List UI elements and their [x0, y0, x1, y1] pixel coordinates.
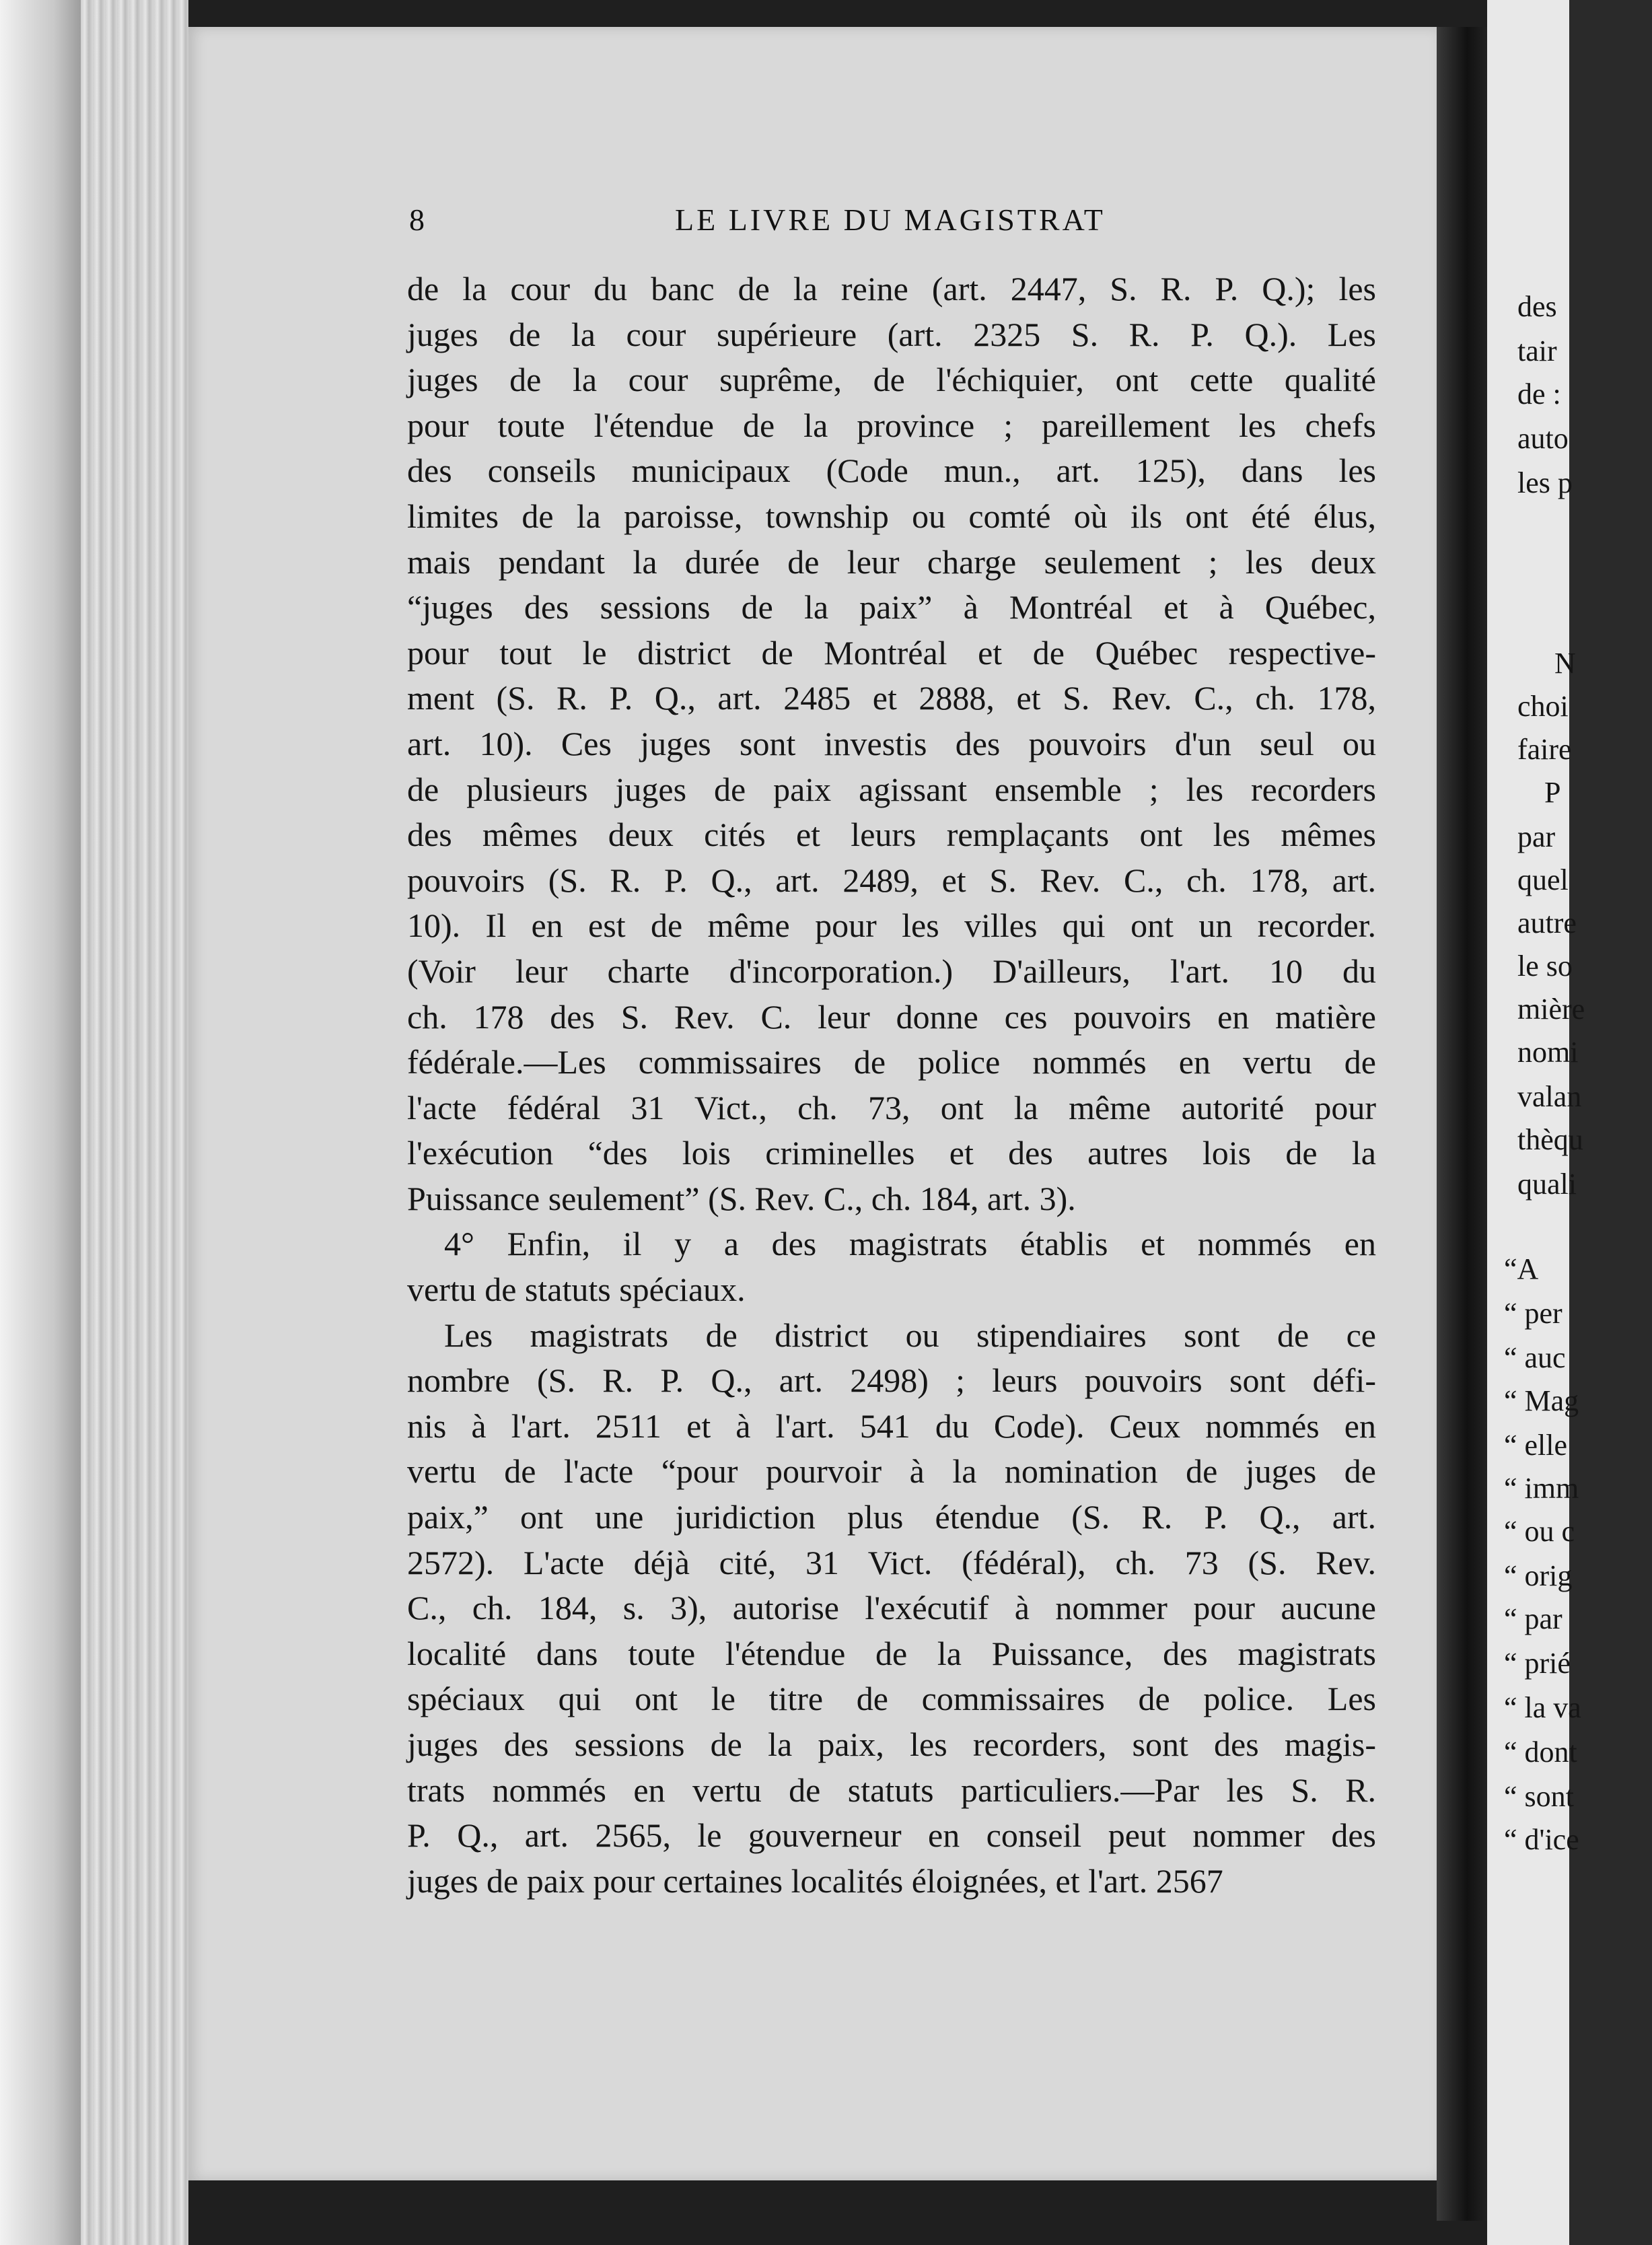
text-line: de la cour du banc de la reine (art. 2447, S. R. P. Q.); les — [407, 270, 1376, 308]
text-line: pour toute l'étendue de la province ; pareillement les chefs — [407, 406, 1376, 444]
text-line: des mêmes deux cités et leurs remplaçants ont les mêmes — [407, 816, 1376, 854]
facing-page-line: auto — [1517, 422, 1569, 455]
facing-page-line: de : — [1517, 378, 1561, 411]
text-line: (Voir leur charte d'incorporation.) D'ailleurs, l'art. 10 du — [407, 952, 1376, 990]
facing-page-line: “ imm — [1504, 1472, 1579, 1505]
facing-page-line: des — [1517, 290, 1557, 323]
text-line: pour tout le district de Montréal et de Québec respective- — [407, 633, 1376, 672]
facing-page-line: thèqu — [1517, 1123, 1583, 1156]
text-line: juges de paix pour certaines localités éloignées, et l'art. 2567 — [407, 1861, 1223, 1900]
text-line: juges des sessions de la paix, les recorders, sont des magis- — [407, 1725, 1376, 1763]
facing-page-line: autre — [1517, 906, 1577, 939]
text-line: art. 10). Ces juges sont investis des pouvoirs d'un seul ou — [407, 724, 1376, 762]
facing-page-line: faire — [1517, 733, 1572, 766]
text-line: paix,” ont une juridiction plus étendue (S. R. P. Q., art. — [407, 1498, 1376, 1536]
facing-page-line: N — [1554, 647, 1576, 680]
book-left-edge — [0, 0, 81, 2245]
facing-page-line: nomi — [1517, 1036, 1579, 1069]
text-line: limites de la paroisse, township ou comté où ils ont été élus, — [407, 497, 1376, 535]
text-line: trats nommés en vertu de statuts particuliers.—Par les S. R. — [407, 1771, 1376, 1809]
page-header — [409, 202, 1378, 249]
facing-page-line: “ prié — [1504, 1647, 1571, 1680]
text-line: pouvoirs (S. R. P. Q., art. 2489, et S. Rev. C., ch. 178, art. — [407, 861, 1376, 899]
facing-page-line: “ per — [1504, 1297, 1563, 1330]
facing-page-line: “A — [1504, 1252, 1539, 1285]
facing-page-line: quali — [1517, 1168, 1577, 1201]
facing-page-line: P — [1544, 776, 1561, 809]
text-line: ment (S. R. P. Q., art. 2485 et 2888, et S. Rev. C., ch. 178, — [407, 679, 1376, 717]
facing-page-line: par — [1517, 820, 1556, 853]
text-line: nis à l'art. 2511 et à l'art. 541 du Code). Ceux nommés en — [407, 1406, 1376, 1445]
text-line: juges de la cour supérieure (art. 2325 S. R. P. Q.). Les — [407, 315, 1376, 353]
facing-page-line: “ auc — [1504, 1341, 1566, 1374]
facing-page-line: tair — [1517, 334, 1557, 367]
text-line: 4° Enfin, il y a des magistrats établis et nommés en — [444, 1225, 1376, 1263]
text-line: Les magistrats de district ou stipendiaires sont de ce — [444, 1316, 1376, 1354]
text-line: 2572). L'acte déjà cité, 31 Vict. (fédéral), ch. 73 (S. Rev. — [407, 1543, 1376, 1581]
facing-page-line: le so — [1517, 950, 1573, 983]
text-line: 10). Il en est de même pour les villes qui ont un recorder. — [407, 906, 1376, 945]
facing-page-line: mière — [1517, 993, 1585, 1026]
facing-page-line: “ par — [1504, 1602, 1563, 1635]
body-text — [407, 266, 1376, 1904]
text-line: spéciaux qui ont le titre de commissaires de police. Les — [407, 1680, 1376, 1718]
page-number: 8 — [409, 203, 427, 237]
facing-page-line: “ d'ice — [1504, 1823, 1579, 1856]
text-line: vertu de l'acte “pour pourvoir à la nomination de juges de — [407, 1452, 1376, 1491]
text-line: mais pendant la durée de leur charge seulement ; les deux — [407, 542, 1376, 581]
text-line: C., ch. 184, s. 3), autorise l'exécutif à nommer pour aucune — [407, 1589, 1376, 1627]
text-line: juges de la cour suprême, de l'échiquier, ont cette qualité — [407, 361, 1376, 399]
facing-page-line: choi — [1517, 690, 1569, 723]
text-line: “juges des sessions de la paix” à Montréal et à Québec, — [407, 588, 1376, 627]
text-line: de plusieurs juges de paix agissant ensemble ; les recorders — [407, 770, 1376, 808]
facing-page-line: les p — [1517, 466, 1573, 499]
text-line: l'acte fédéral 31 Vict., ch. 73, ont la même autorité pour — [407, 1088, 1376, 1127]
book-gutter — [1437, 27, 1487, 2221]
text-line: P. Q., art. 2565, le gouverneur en conseil peut nommer des — [407, 1816, 1376, 1855]
facing-page-line: “ elle — [1504, 1429, 1568, 1462]
text-line: des conseils municipaux (Code mun., art. 125), dans les — [407, 452, 1376, 490]
text-line: nombre (S. R. P. Q., art. 2498) ; leurs pouvoirs sont défi- — [407, 1361, 1376, 1400]
text-line: l'exécution “des lois criminelles et des autres lois de la — [407, 1134, 1376, 1172]
text-line: Puissance seulement” (S. Rev. C., ch. 184, art. 3). — [407, 1179, 1076, 1217]
page-stack-edges — [81, 0, 188, 2245]
facing-page-line: “ Mag — [1504, 1384, 1579, 1417]
text-line: vertu de statuts spéciaux. — [407, 1271, 746, 1309]
running-head: LE LIVRE DU MAGISTRAT — [675, 203, 1106, 237]
text-line: localité dans toute l'étendue de la Puissance, des magistrats — [407, 1634, 1376, 1672]
text-line: fédérale.—Les commissaires de police nommés en vertu de — [407, 1043, 1376, 1081]
facing-page-line: “ dont — [1504, 1736, 1577, 1769]
text-line: ch. 178 des S. Rev. C. leur donne ces pouvoirs en matière — [407, 997, 1376, 1036]
facing-page-line: “ orig — [1504, 1559, 1573, 1592]
facing-page-line: quel — [1517, 863, 1569, 896]
facing-page-line: “ sont — [1504, 1780, 1574, 1813]
facing-page-line: “ la va — [1504, 1691, 1581, 1724]
facing-page-line: “ ou c — [1504, 1515, 1575, 1548]
facing-page-line: valan — [1517, 1080, 1582, 1113]
